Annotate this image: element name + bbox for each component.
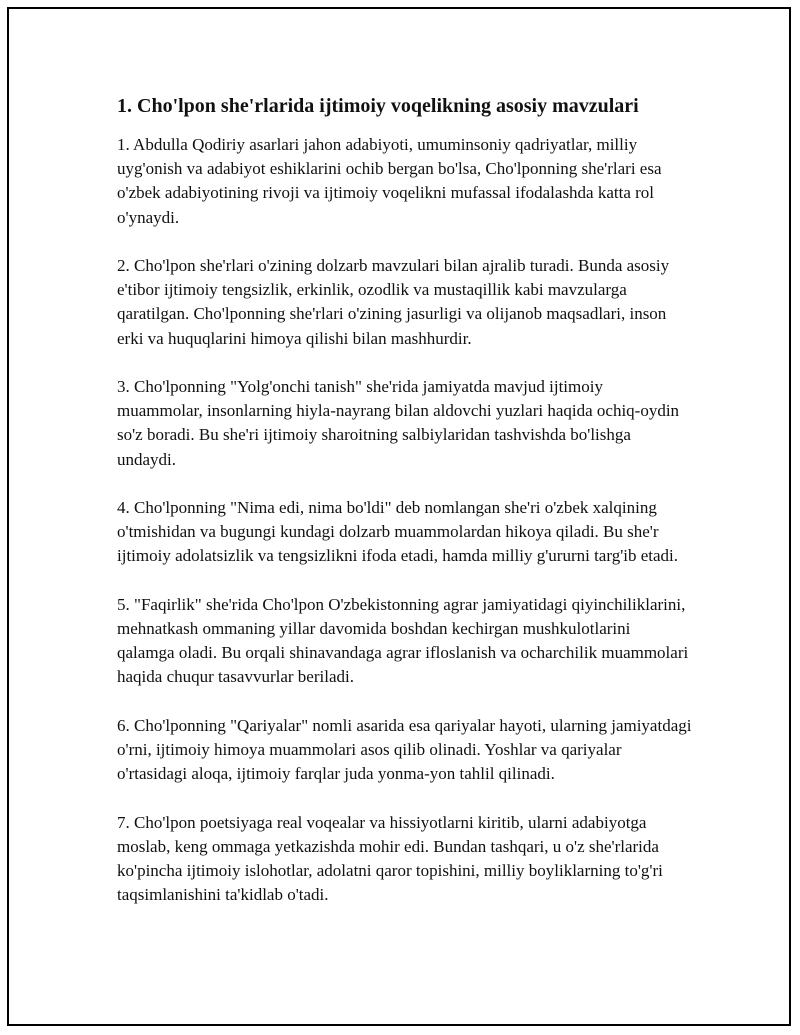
paragraph-5: 5. "Faqirlik" she'rida Cho'lpon O'zbekistonning agrar jamiyatidagi qiyinchiliklarini, mehnatkash ommaning yillar davomida boshdan kechirgan mushkulotlarini qalamga oladi. Bu orqali shinavandaga agrar ifloslanish va ocharchilik muammolari haqida chuqur tasavvurlar beriladi. (117, 594, 689, 687)
document-title: 1. Cho'lpon she'rlarida ijtimoiy voqelikning asosiy mavzulari (117, 95, 639, 117)
paragraph-3: 3. Cho'lponning "Yolg'onchi tanish" she'rida jamiyatda mavjud ijtimoiy muammolar, insonlarning hiyla-nayrang bilan aldovchi yuzlari haqida ochiq-oydin so'z boradi. Bu she'ri ijtimoiy sharoitning salbiylaridan tashvishda bo'lishga undaydi. (117, 377, 680, 469)
paragraph-4: 4. Cho'lponning "Nima edi, nima bo'ldi" deb nomlangan she'ri o'zbek xalqining o'tmishidan va bugungi kundagi dolzarb muammolardan hikoya qiladi. Bu she'r ijtimoiy adolatsizlik va tengsizlikni ifoda etadi, hamda milliy g'ururni targ'ib etadi. (117, 498, 679, 566)
paragraph-6: 6. Cho'lponning "Qariyalar" nomli asarida esa qariyalar hayoti, ularning jamiyatdagi o'rni, ijtimoiy himoya muammolari asos qilib olinadi. Yoshlar va qariyalar o'rtasidagi aloqa, ijtimoiy farqlar juda yonma-yon tahlil qilinadi. (117, 715, 692, 784)
paragraph-1: 1. Abdulla Qodiriy asarlari jahon adabiyoti, umuminsoniy qadriyatlar, milliy uyg'onish va adabiyot eshiklarini ochib bergan bo'lsa, Cho'lponning she'rlari esa o'zbek adabiyotining rivoji va ijtimoiy voqelikni mufassal ifodalashda katta rol o'ynaydi. (117, 135, 662, 227)
document-body (117, 92, 692, 932)
paragraph-2: 2. Cho'lpon she'rlari o'zining dolzarb mavzulari bilan ajralib turadi. Bunda asosiy e'tibor ijtimoiy tengsizlik, erkinlik, ozodlik va mustaqillik kabi mavzularga qaratilgan. Cho'lponning she'rlari o'zining jasurligi va olijanob maqsadlari, inson erki va huquqlarini himoya qilishi bilan mashhurdir. (117, 256, 670, 348)
paragraph-7: 7. Cho'lpon poetsiyaga real voqealar va hissiyotlarni kiritib, ularni adabiyotga moslab, keng ommaga yetkazishda mohir edi. Bundan tashqari, u o'z she'rlarida ko'pincha ijtimoiy islohotlar, adolatni qaror topishini, milliy boyliklarning to'g'ri taqsimlanishini ta'kidlab o'tadi. (117, 812, 663, 905)
